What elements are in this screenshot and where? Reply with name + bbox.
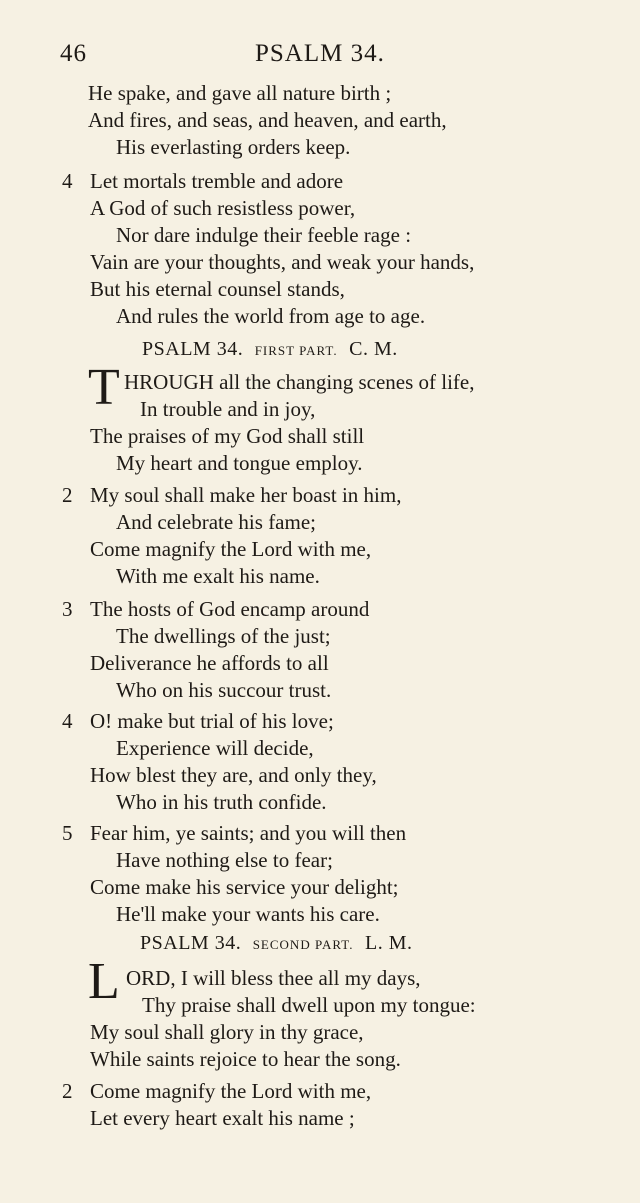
- verse-line: ORD, I will bless thee all my days,: [126, 966, 421, 990]
- verse-line: He'll make your wants his care.: [116, 902, 380, 926]
- verse-number: 3: [62, 597, 73, 621]
- verse-line: And fires, and seas, and heaven, and earth,: [88, 108, 447, 132]
- verse-line: Vain are your thoughts, and weak your hands,: [90, 250, 475, 274]
- running-title: PSALM 34.: [255, 40, 385, 67]
- drop-cap: T: [88, 359, 120, 416]
- verse-line: Who on his succour trust.: [116, 678, 332, 702]
- verse-line: The hosts of God encamp around: [90, 597, 370, 621]
- verse-number: 4: [62, 169, 73, 193]
- verse-line: How blest they are, and only they,: [90, 763, 377, 787]
- verse-line: While saints rejoice to hear the song.: [90, 1047, 401, 1071]
- verse-line: Let every heart exalt his name ;: [90, 1106, 355, 1130]
- meter-label: L. M.: [365, 932, 413, 954]
- verse-line: My soul shall make her boast in him,: [90, 483, 402, 507]
- verse-line: My heart and tongue employ.: [116, 451, 363, 475]
- verse-line: With me exalt his name.: [116, 564, 320, 588]
- verse-line: Fear him, ye saints; and you will then: [90, 821, 407, 845]
- verse-line: Come magnify the Lord with me,: [90, 1079, 372, 1103]
- verse-line: In trouble and in joy,: [140, 397, 316, 421]
- verse-number: 2: [62, 1079, 73, 1103]
- drop-cap: L: [88, 953, 120, 1010]
- verse-line: He spake, and gave all nature birth ;: [88, 81, 392, 105]
- verse-line: O! make but trial of his love;: [90, 709, 334, 733]
- verse-line: Come magnify the Lord with me,: [90, 537, 372, 561]
- verse-line: And rules the world from age to age.: [116, 304, 426, 328]
- psalm-title: PSALM 34.: [140, 932, 242, 954]
- psalm-title: PSALM 34.: [142, 338, 244, 360]
- verse-line: My soul shall glory in thy grace,: [90, 1020, 364, 1044]
- verse-line: Let mortals tremble and adore: [90, 169, 344, 193]
- part-label: FIRST PART.: [254, 343, 338, 358]
- verse-line: His everlasting orders keep.: [116, 135, 351, 159]
- page-header: [60, 40, 580, 74]
- verse-line: Have nothing else to fear;: [116, 848, 333, 872]
- verse-number: 2: [62, 483, 73, 507]
- verse-line: Come make his service your delight;: [90, 875, 399, 899]
- psalm-title-first-part: [142, 338, 398, 361]
- verse-number: 4: [62, 709, 73, 733]
- verse-line: Who in his truth confide.: [116, 790, 327, 814]
- verse-line: Deliverance he affords to all: [90, 651, 329, 675]
- verse-line: The dwellings of the just;: [116, 624, 331, 648]
- psalm-title-second-part: [140, 932, 413, 955]
- verse-line: And celebrate his fame;: [116, 510, 316, 534]
- verse-number: 5: [62, 821, 73, 845]
- verse-line: A God of such resistless power,: [90, 196, 356, 220]
- part-label: SECOND PART.: [252, 937, 354, 952]
- meter-label: C. M.: [349, 338, 398, 360]
- verse-line: The praises of my God shall still: [90, 424, 365, 448]
- verse-line: Experience will decide,: [116, 736, 314, 760]
- page-number: 46: [60, 40, 87, 67]
- verse-line: Thy praise shall dwell upon my tongue:: [142, 993, 476, 1017]
- verse-line: HROUGH all the changing scenes of life,: [124, 370, 475, 394]
- verse-line: Nor dare indulge their feeble rage :: [116, 223, 412, 247]
- verse-line: But his eternal counsel stands,: [90, 277, 345, 301]
